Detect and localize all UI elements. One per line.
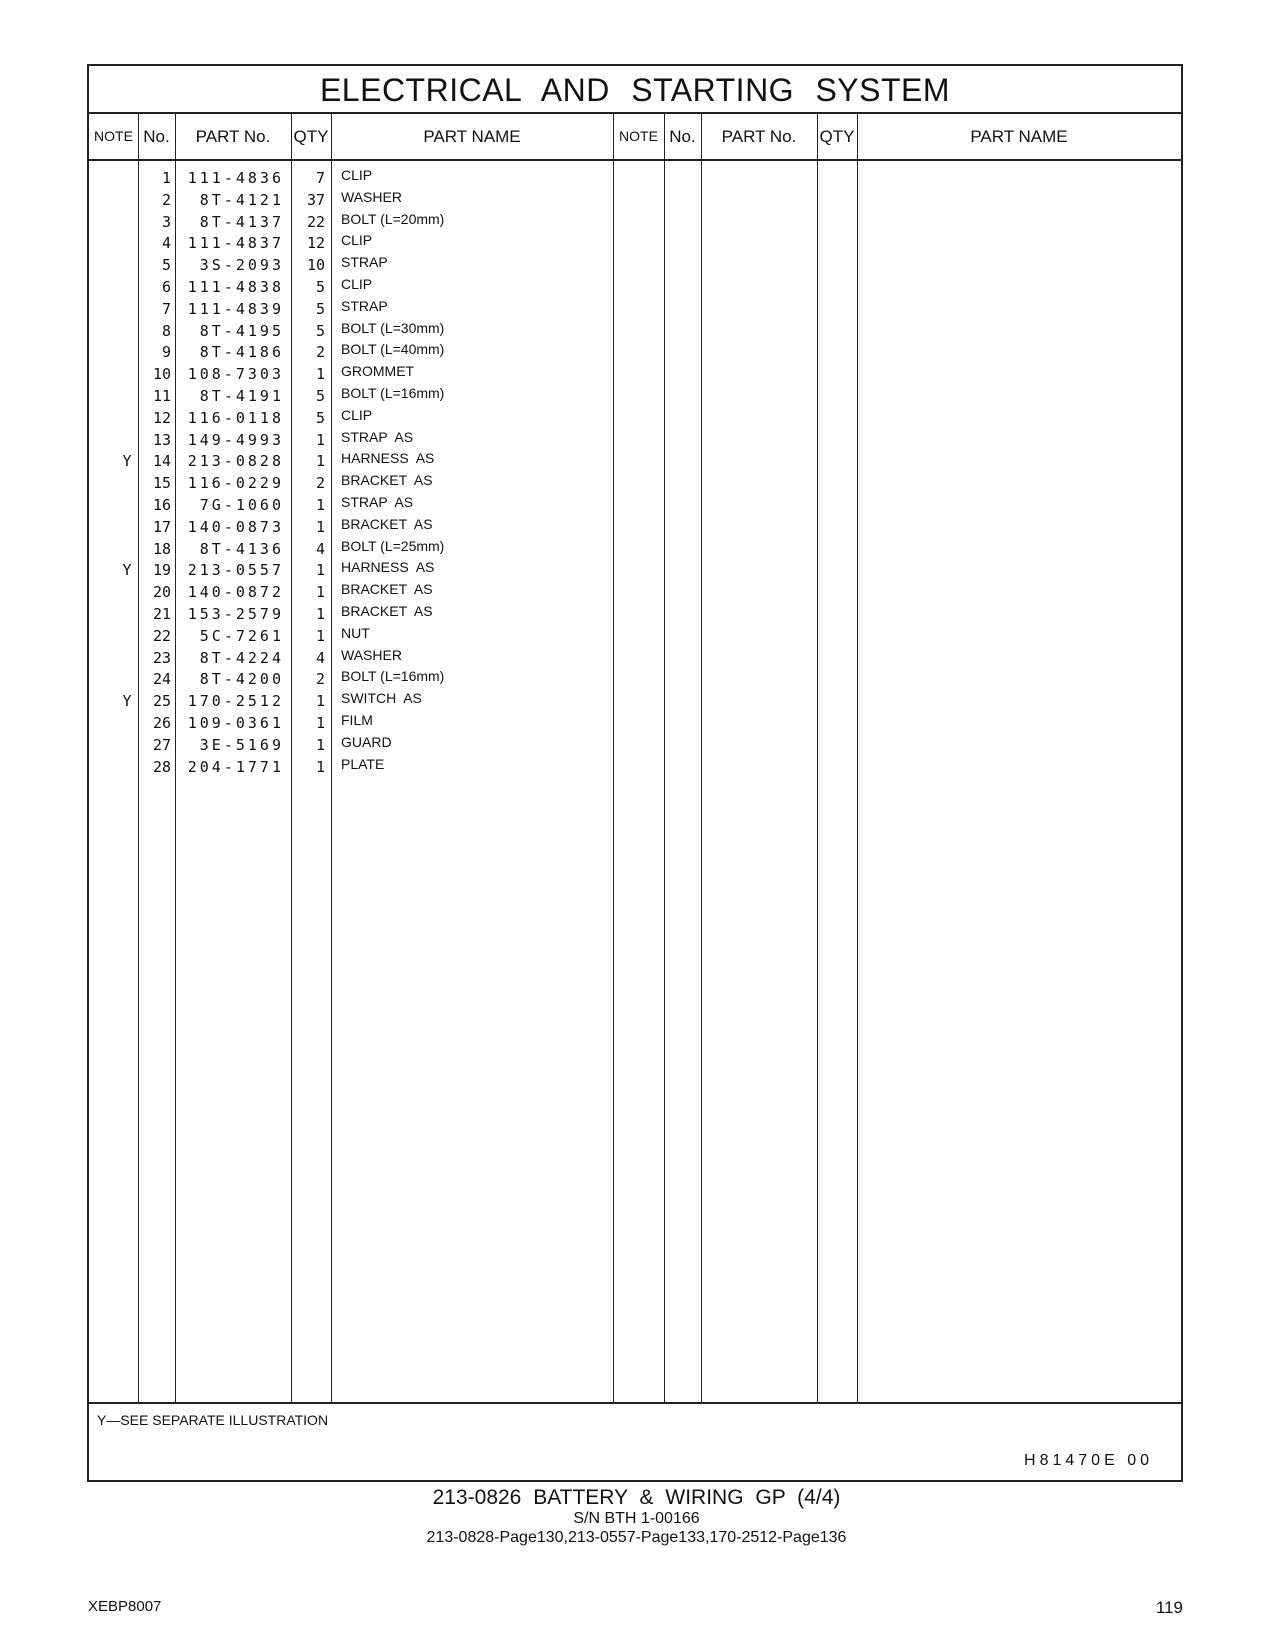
item-number-cell: 12 xyxy=(152,408,171,427)
quantity-cell: 5 xyxy=(315,408,325,427)
item-number-cell: 18 xyxy=(152,539,171,558)
item-number-cell: 17 xyxy=(152,517,171,536)
part-number-cell: 7G-1060 xyxy=(199,496,284,514)
column-divider xyxy=(664,114,665,1402)
part-name-cell: BOLT (L=25mm) xyxy=(341,537,445,554)
item-number-cell: 5 xyxy=(161,256,171,275)
item-number-cell: 11 xyxy=(152,387,171,405)
quantity-cell: 1 xyxy=(315,757,325,776)
item-number-cell: 24 xyxy=(152,670,171,689)
part-name-cell: STRAP xyxy=(341,254,388,271)
part-name-cell: CLIP xyxy=(341,276,373,292)
part-number-cell: 213-0828 xyxy=(187,452,284,471)
note-cell: Y xyxy=(122,452,132,471)
item-number-cell: 19 xyxy=(152,561,171,580)
part-number-cell: 116-0118 xyxy=(187,408,284,427)
part-name-cell: BOLT (L=40mm) xyxy=(341,341,445,358)
footer-divider xyxy=(89,1402,1181,1404)
header-part-no-right: PART No. xyxy=(721,127,797,146)
part-number-cell: 140-0872 xyxy=(187,583,284,602)
quantity-cell: 12 xyxy=(306,234,325,253)
part-name-cell: BRACKET AS xyxy=(341,472,433,489)
quantity-cell: 37 xyxy=(306,190,325,209)
illustration-code: H81470E 00 xyxy=(1024,1452,1153,1469)
item-number-cell: 22 xyxy=(152,626,171,645)
quantity-cell: 10 xyxy=(306,256,325,275)
part-number-cell: 170-2512 xyxy=(187,692,284,711)
part-number-cell: 8T-4186 xyxy=(199,343,284,362)
page-number: 119 xyxy=(1155,1598,1183,1617)
note-cell: Y xyxy=(122,561,132,580)
quantity-cell: 1 xyxy=(315,692,325,711)
quantity-cell: 1 xyxy=(315,583,325,602)
page-title: ELECTRICAL AND STARTING SYSTEM xyxy=(89,66,1181,114)
quantity-cell: 1 xyxy=(315,561,325,580)
serial-number: S/N BTH 1-00166 xyxy=(573,1510,700,1527)
note-cell: Y xyxy=(122,692,132,711)
quantity-cell: 5 xyxy=(315,387,325,405)
part-name-cell: GUARD xyxy=(341,733,392,750)
part-number-cell: 8T-4195 xyxy=(199,321,284,340)
item-number-cell: 15 xyxy=(152,474,171,493)
part-name-cell: BOLT (L=30mm) xyxy=(341,319,445,336)
part-name-cell: WASHER xyxy=(341,188,402,205)
header-qty-left: QTY xyxy=(293,127,329,146)
part-name-cell: BOLT (L=16mm) xyxy=(341,385,445,401)
item-number-cell: 13 xyxy=(152,430,171,449)
part-number-cell: 8T-4136 xyxy=(199,539,284,558)
part-number-cell: 149-4993 xyxy=(187,430,284,449)
quantity-cell: 4 xyxy=(315,648,325,667)
item-number-cell: 23 xyxy=(152,648,171,667)
part-number-cell: 111-4839 xyxy=(187,299,284,318)
part-number-cell: 213-0557 xyxy=(187,561,284,580)
part-name-cell: HARNESS AS xyxy=(341,559,435,576)
item-number-cell: 20 xyxy=(152,583,171,602)
part-number-cell: 111-4837 xyxy=(187,234,284,253)
part-number-cell: 5C-7261 xyxy=(199,626,284,645)
page-references: 213-0828-Page130,213-0557-Page133,170-2512-Page136 xyxy=(426,1529,847,1546)
item-number-cell: 14 xyxy=(152,452,171,471)
part-number-cell: 8T-4191 xyxy=(199,387,284,405)
part-name-cell: BRACKET AS xyxy=(341,603,433,619)
part-name-cell: NUT xyxy=(341,624,370,641)
part-number-cell: 111-4838 xyxy=(187,278,284,296)
part-name-cell: GROMMET xyxy=(341,363,415,380)
quantity-cell: 7 xyxy=(315,169,325,187)
parts-list-sheet xyxy=(87,64,1183,1482)
quantity-cell: 1 xyxy=(315,365,325,384)
header-part-name-left: PART NAME xyxy=(423,127,521,146)
part-name-cell: CLIP xyxy=(341,406,373,423)
part-name-cell: PLATE xyxy=(341,755,385,772)
part-number-cell: 109-0361 xyxy=(187,714,284,732)
part-number-cell: 8T-4224 xyxy=(199,648,284,667)
item-number-cell: 2 xyxy=(161,190,171,209)
column-divider xyxy=(857,114,858,1402)
quantity-cell: 5 xyxy=(315,278,325,296)
item-number-cell: 7 xyxy=(161,299,171,318)
group-title: 213-0826 BATTERY & WIRING GP (4/4) xyxy=(432,1486,841,1509)
quantity-cell: 5 xyxy=(315,321,325,340)
part-name-cell: HARNESS AS xyxy=(341,450,435,467)
table-header-row xyxy=(89,114,1181,161)
part-number-cell: 204-1771 xyxy=(187,757,284,776)
quantity-cell: 22 xyxy=(306,212,325,231)
item-number-cell: 1 xyxy=(161,169,171,187)
part-number-cell: 8T-4121 xyxy=(199,190,284,209)
part-number-cell: 108-7303 xyxy=(187,365,284,384)
part-name-cell: BRACKET AS xyxy=(341,515,433,532)
part-number-cell: 3S-2093 xyxy=(199,256,284,275)
header-note-left: NOTE xyxy=(94,128,133,144)
header-note-right: NOTE xyxy=(619,128,658,144)
header-qty-right: QTY xyxy=(819,127,855,146)
part-number-cell: 3E-5169 xyxy=(199,735,284,754)
quantity-cell: 1 xyxy=(315,605,325,623)
item-number-cell: 4 xyxy=(161,234,171,253)
part-name-cell: BOLT (L=16mm) xyxy=(341,668,445,685)
quantity-cell: 2 xyxy=(315,670,325,689)
part-name-cell: STRAP xyxy=(341,297,388,314)
quantity-cell: 1 xyxy=(315,430,325,449)
header-part-name-right: PART NAME xyxy=(970,127,1068,146)
item-number-cell: 21 xyxy=(152,605,171,623)
item-number-cell: 10 xyxy=(152,365,171,384)
part-number-cell: 111-4836 xyxy=(187,169,284,187)
column-divider xyxy=(701,114,702,1402)
item-number-cell: 26 xyxy=(152,714,171,732)
item-number-cell: 27 xyxy=(152,735,171,754)
part-name-cell: BOLT (L=20mm) xyxy=(341,210,445,227)
part-number-cell: 116-0229 xyxy=(187,474,284,493)
part-number-cell: 153-2579 xyxy=(187,605,284,623)
part-name-cell: FILM xyxy=(341,712,373,728)
header-no-left: No. xyxy=(143,127,170,146)
item-number-cell: 8 xyxy=(161,321,171,340)
quantity-cell: 1 xyxy=(315,517,325,536)
item-number-cell: 16 xyxy=(152,496,171,514)
header-no-right: No. xyxy=(669,127,696,146)
column-divider xyxy=(817,114,818,1402)
quantity-cell: 2 xyxy=(315,343,325,362)
item-number-cell: 3 xyxy=(161,212,171,231)
part-name-cell: BRACKET AS xyxy=(341,581,433,598)
item-number-cell: 6 xyxy=(161,278,171,296)
part-name-cell: CLIP xyxy=(341,232,373,249)
part-number-cell: 140-0873 xyxy=(187,517,284,536)
quantity-cell: 1 xyxy=(315,735,325,754)
part-number-cell: 8T-4137 xyxy=(199,212,284,231)
part-name-cell: STRAP AS xyxy=(341,428,414,445)
group-caption xyxy=(0,1486,1273,1548)
part-name-cell: WASHER xyxy=(341,646,402,663)
part-name-cell: CLIP xyxy=(341,167,373,183)
item-number-cell: 25 xyxy=(152,692,171,711)
part-name-cell: SWITCH AS xyxy=(341,690,422,707)
header-part-no-left: PART No. xyxy=(195,127,271,146)
document-id: XEBP8007 xyxy=(88,1598,162,1615)
quantity-cell: 1 xyxy=(315,714,325,732)
part-name-cell: STRAP AS xyxy=(341,494,414,510)
quantity-cell: 1 xyxy=(315,452,325,471)
item-number-cell: 28 xyxy=(152,757,171,776)
part-number-cell: 8T-4200 xyxy=(199,670,284,689)
table-row xyxy=(89,755,649,781)
quantity-cell: 1 xyxy=(315,626,325,645)
item-number-cell: 9 xyxy=(161,343,171,362)
footnote: Y—SEE SEPARATE ILLUSTRATION xyxy=(97,1412,329,1428)
quantity-cell: 1 xyxy=(315,496,325,514)
quantity-cell: 4 xyxy=(315,539,325,558)
quantity-cell: 5 xyxy=(315,299,325,318)
quantity-cell: 2 xyxy=(315,474,325,493)
